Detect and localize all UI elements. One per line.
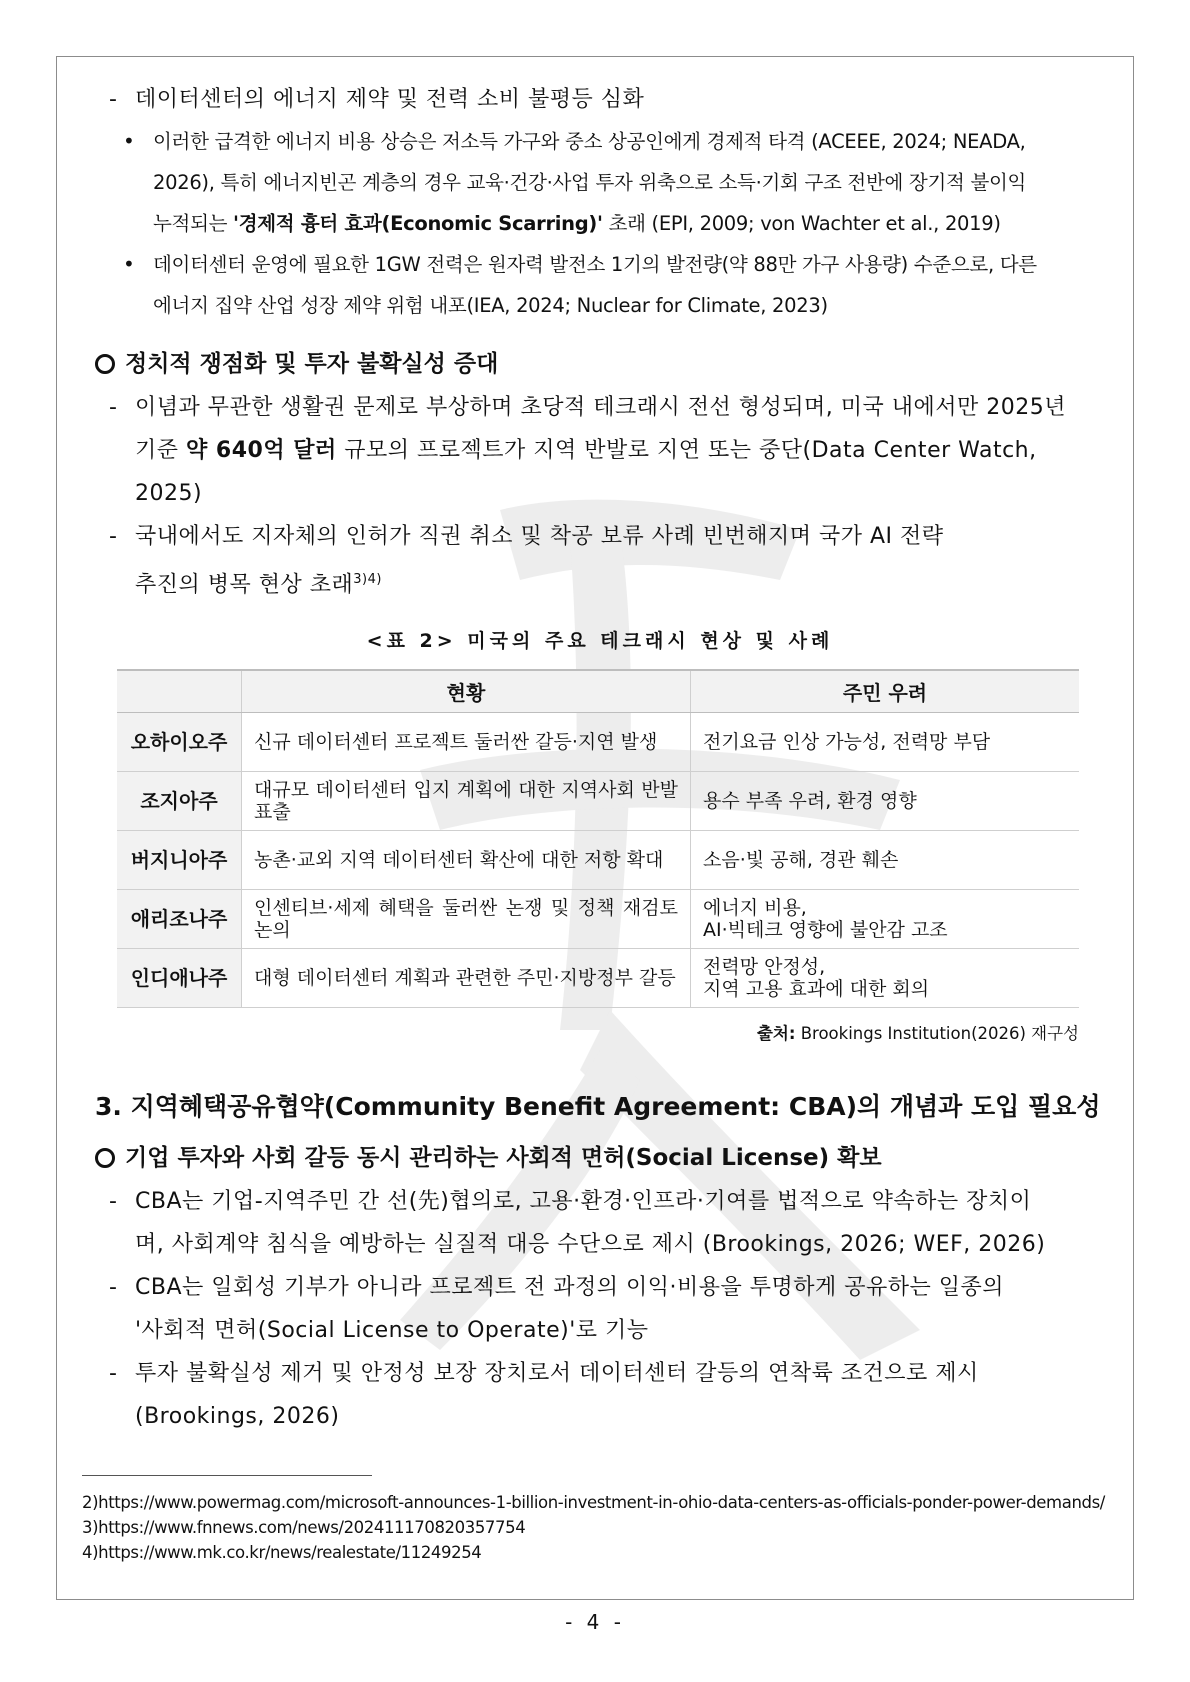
section-title-cba: 3. 지역혜택공유협약(Community Benefit Agreement: CBA)의 개념과 도입 필요성 [95, 1092, 1101, 1122]
footnote-link[interactable]: 4)https://www.mk.co.kr/news/realestate/11249254 [82, 1543, 482, 1562]
table-row: 오하이오주 신규 데이터센터 프로젝트 둘러싼 갈등·지연 발생 전기요금 인상 가능성, 전력망 부담 [117, 713, 1079, 772]
bullet-item-1gw-power: • 데이터센터 운영에 필요한 1GW 전력은 원자력 발전소 1기의 발전량(약 88만 가구 사용량) 수준으로, 다른 에너지 집약 산업 성장 제약 위험 내포(IEA, 2024; Nuclear for Climate, 2023) [123, 252, 1037, 317]
footnote-link[interactable]: 3)https://www.fnnews.com/news/202411170820357754 [82, 1518, 526, 1537]
table-row: 조지아주 대규모 데이터센터 입지 계획에 대한 지역사회 반발 표출 용수 부족 우려, 환경 영향 [117, 772, 1079, 831]
main-content [95, 78, 1105, 1438]
dash-item-cba-stability: - 투자 불확실성 제거 및 안정성 보장 장치로서 데이터센터 갈등의 연착륙 조건으로 제시 (Brookings, 2026) [109, 1361, 979, 1430]
table-row: 인디애나주 대형 데이터센터 계획과 관련한 주민·지방정부 갈등 전력망 안정성, 지역 고용 효과에 대한 회의 [117, 949, 1079, 1008]
dash-item-cba-function: - CBA는 일회성 기부가 아니라 프로젝트 전 과정의 이익·비용을 투명하게 공유하는 일종의 '사회적 면허(Social License to Operate)'로 기능 [109, 1275, 1004, 1344]
heading-political-issue: 정치적 쟁점화 및 투자 불확실성 증대 [95, 342, 1105, 386]
bold-term-economic-scarring: '경제적 흉터 효과(Economic Scarring)' [233, 212, 603, 235]
footnote-link[interactable]: 2)https://www.powermag.com/microsoft-announces-1-billion-investment-in-ohio-data-centers-as-officials-ponder-power-demands/ [82, 1493, 1105, 1512]
bullet-item-economic-scarring: • 이러한 급격한 에너지 비용 상승은 저소득 가구와 중소 상공인에게 경제적 타격 (ACEEE, 2024; NEADA, 2026), 특히 에너지빈곤 계층의 경우 교육·건강·사업 투자 위축으로 소득·기회 구조 전반에 장기적 불이익 누적되는 '경제적 흉터 효과(Economic Scarring)' 초래 (EPI, 2009; von Wachter et al., 2019) [123, 129, 1027, 235]
dash-item-techlash: - 이념과 무관한 생활권 문제로 부상하며 초당적 테크래시 전선 형성되며, 미국 내에서만 2025년 기준 약 640억 달러 규모의 프로젝트가 지역 반발로 지연 또는 중단(Data Center Watch, 2025) [109, 395, 1066, 506]
circle-bullet-icon [95, 1148, 115, 1168]
page-number: - 4 - [565, 1610, 625, 1634]
table-header-concern: 주민 우려 [691, 670, 1080, 713]
footnotes [82, 1490, 1105, 1565]
table-header-blank [117, 670, 242, 713]
dash-item-cba-definition: - CBA는 기업-지역주민 간 선(先)협의로, 고용·환경·인프라·기여를 법적으로 약속하는 장치이 며, 사회계약 침식을 예방하는 실질적 대응 수단으로 제시 (Brookings, 2026; WEF, 2026) [109, 1189, 1046, 1258]
table-source: 출처: Brookings Institution(2026) 재구성 [756, 1024, 1079, 1044]
table-row: 애리조나주 인센티브·세제 혜택을 둘러싼 논쟁 및 정책 재검토 논의 에너지 비용, AI·빅테크 영향에 불안감 고조 [117, 890, 1079, 949]
techlash-table [117, 669, 1079, 1008]
heading-social-license: 기업 투자와 사회 갈등 동시 관리하는 사회적 면허(Social License) 확보 [95, 1136, 1105, 1180]
dash-item-energy-inequality: - 데이터센터의 에너지 제약 및 전력 소비 불평등 심화 [109, 87, 645, 112]
table-caption: <표 2> 미국의 주요 테크래시 현상 및 사례 [366, 630, 834, 653]
table-header-status: 현황 [242, 670, 691, 713]
dash-item-domestic: - 국내에서도 지자체의 인허가 직권 취소 및 착공 보류 사례 빈번해지며 국가 AI 전략 추진의 병목 현상 초래$^{3)4)}$ [109, 524, 944, 598]
footnote-divider [82, 1475, 372, 1476]
circle-bullet-icon [95, 354, 115, 374]
table-row: 버지니아주 농촌·교외 지역 데이터센터 확산에 대한 저항 확대 소음·빛 공해, 경관 훼손 [117, 831, 1079, 890]
